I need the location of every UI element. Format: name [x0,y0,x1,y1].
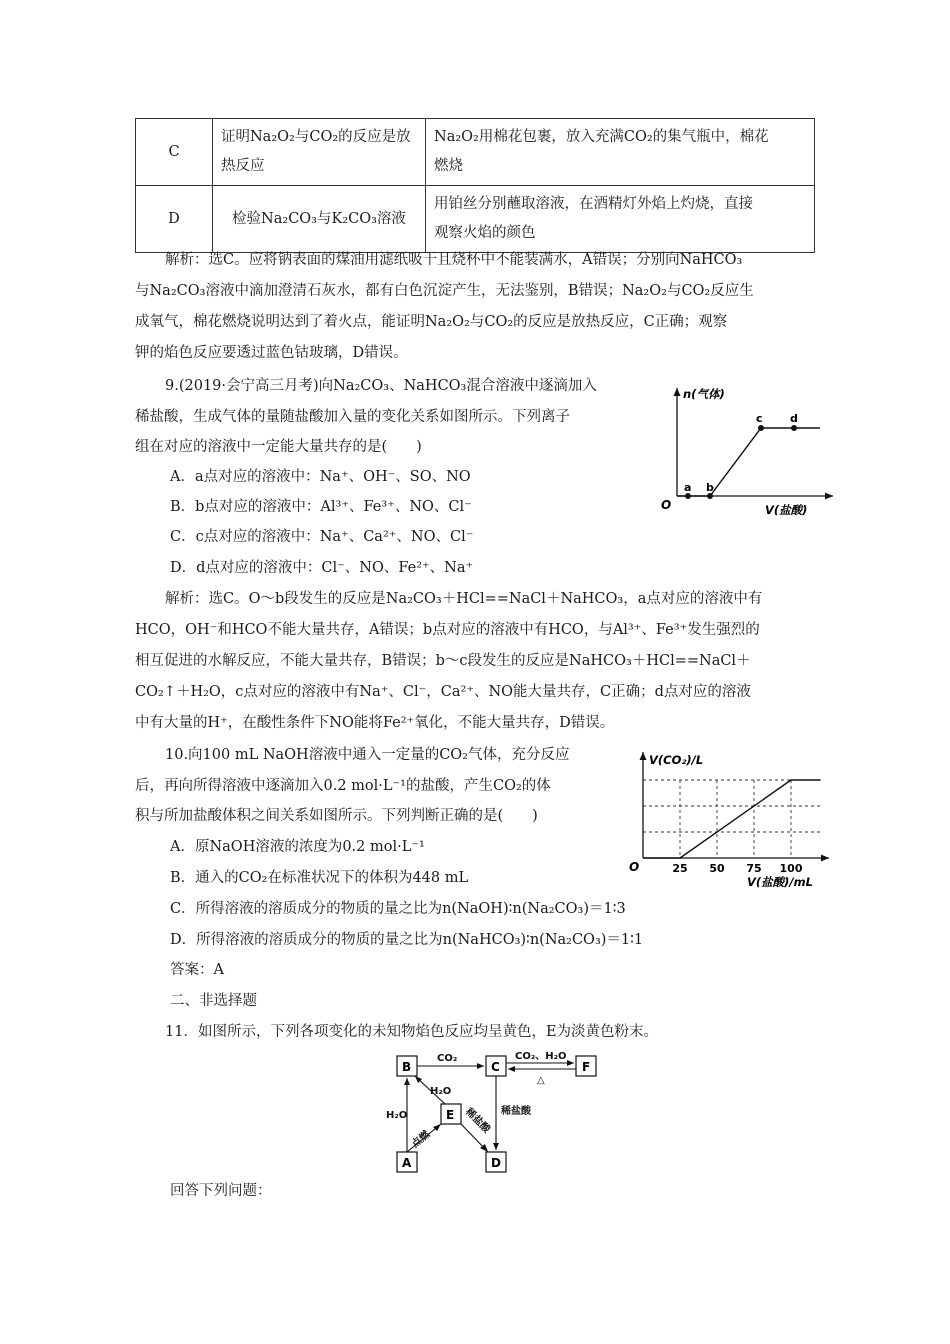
arrowhead [493,1143,499,1150]
row-purpose [213,119,426,186]
options-table [135,118,815,253]
arrowhead [567,1060,574,1066]
x-tick-label: 75 [746,862,762,875]
node-d-label: D [491,1156,501,1170]
q9-option-b: B．b点对应的溶液中：Al³⁺、Fe³⁺、NO、Cl⁻ [170,499,472,515]
label-c-d: 稀盐酸 [501,1106,531,1117]
y-axis-label: V(CO₂)/L [649,753,704,767]
x-axis-arrow [821,855,829,862]
q11-stem: 11．如图所示，下列各项变化的未知物焰色反应均呈黄色，E为淡黄色粉末。 [165,1024,659,1040]
gas-curve [677,428,820,496]
q10-stem: 后，再向所得溶液中逐滴加入0.2 mol·L⁻¹的盐酸，产生CO₂的体 [135,778,551,794]
analysis-line: 相互促进的水解反应，不能大量共存，B错误；b～c段发生的反应是NaHCO₃＋HCl==NaCl＋ [135,653,751,669]
row-method [426,119,815,186]
analysis-line: CO₂↑＋H₂O，c点对应的溶液中有Na⁺、Cl⁻，Ca²⁺、NO能大量共存，C正确；d点对应的溶液 [135,684,751,700]
point-d [791,425,797,431]
arrowhead [404,1078,410,1085]
series-line [643,780,821,858]
label-c: c [756,412,763,425]
node-b-label: B [402,1060,412,1074]
label-e-b: H₂O [430,1086,452,1097]
node-f-label: F [582,1060,591,1074]
q10-option-b: B．通入的CO₂在标准状况下的体积为448 mL [170,870,469,886]
analysis-line: 解析：选C。应将钠表面的煤油用滤纸吸干且烧杯中不能装满水，A错误；分别向NaHCO₃ [165,252,743,268]
q9-stem: 9.(2019·会宁高三月考)向Na₂CO₃、NaHCO₃混合溶液中逐滴加入 [165,378,597,394]
q11-ask: 回答下列问题： [170,1183,272,1199]
q10-answer: 答案：A [170,962,224,978]
table-row [136,186,815,253]
row-label: C [136,119,213,186]
x-ticks [672,862,802,875]
q11-diagram [385,1048,615,1178]
chart-grid [643,780,821,858]
arrowhead [508,1066,515,1072]
origin-label: O [661,498,672,512]
table-row [136,119,815,186]
label-a-e: 点燃 [409,1129,433,1151]
label-a: a [684,481,692,494]
row-label: D [136,186,213,253]
analysis-line: 与Na₂CO₃溶液中滴加澄清石灰水，都有白色沉淀产生，无法鉴别，B错误；Na₂O₂与CO₂反应生 [135,283,754,299]
label-a-b: H₂O [386,1110,408,1121]
label-b-c: CO₂ [437,1053,458,1064]
x-tick-label: 25 [672,862,688,875]
analysis-line: 中有大量的H⁺，在酸性条件下NO能将Fe²⁺氧化，不能大量共存，D错误。 [135,715,615,731]
q10-option-c: C．所得溶液的溶质成分的物质的量之比为n(NaOH)∶n(Na₂CO₃)＝1∶3 [170,901,626,917]
x-axis-label: V(盐酸) [765,503,808,517]
analysis-line: HCO，OH⁻和HCO不能大量共存，A错误；b点对应的溶液中有HCO，与Al³⁺、Fe³⁺发生强烈的 [135,622,760,638]
q10-option-a: A．原NaOH溶液的浓度为0.2 mol·L⁻¹ [170,839,425,855]
analysis-line: 解析：选C。O～b段发生的反应是Na₂CO₃＋HCl==NaCl＋NaHCO₃，a点对应的溶液中有 [165,591,763,607]
q10-chart [625,748,840,893]
y-axis-arrow [640,752,647,760]
origin-label: O [629,860,640,874]
q9-stem: 组在对应的溶液中一定能大量共存的是( ) [135,439,422,455]
point-c [758,425,764,431]
x-tick-label: 100 [779,862,803,875]
q10-stem: 10.向100 mL NaOH溶液中通入一定量的CO₂气体，充分反应 [165,747,570,763]
q10-stem: 积与所加盐酸体积之间关系如图所示。下列判断正确的是( ) [135,808,538,824]
q9-stem: 稀盐酸，生成气体的量随盐酸加入量的变化关系如图所示。下列离子 [135,409,570,425]
q10-option-d: D．所得溶液的溶质成分的物质的量之比为n(NaHCO₃)∶n(Na₂CO₃)＝1∶1 [170,932,644,948]
q9-option-a: A．a点对应的溶液中：Na⁺、OH⁻、SO、NO [170,469,471,485]
y-axis-label: n(气体) [683,387,725,401]
node-a-label: A [402,1156,412,1170]
node-c-label: C [491,1060,500,1074]
method-line: Na₂O₂用棉花包裹，放入充满CO₂的集气瓶中，棉花 [434,129,769,145]
x-axis-arrow [825,493,833,500]
q9-option-c: C．c点对应的溶液中：Na⁺、Ca²⁺、NO、Cl⁻ [170,529,474,545]
node-e-label: E [446,1108,455,1122]
purpose-line: 热反应 [221,158,265,174]
q9-graph [655,378,845,523]
label-c-f: CO₂、H₂O [515,1051,567,1062]
arrowhead [477,1063,484,1069]
section-title: 二、非选择题 [170,993,257,1009]
x-axis-label: V(盐酸)/mL [747,875,813,889]
method-line: 用铂丝分别蘸取溶液，在酒精灯外焰上灼烧，直接 [434,196,753,212]
label-e-d: 稀盐酸 [462,1106,492,1136]
q9-option-d: D．d点对应的溶液中：Cl⁻、NO、Fe²⁺、Na⁺ [170,560,474,576]
method-line: 燃烧 [434,158,463,174]
row-purpose [213,186,426,253]
label-b: b [706,481,714,494]
row-method [426,186,815,253]
purpose-line: 证明Na₂O₂与CO₂的反应是放 [221,129,411,145]
x-tick-label: 50 [709,862,725,875]
purpose-line: 检验Na₂CO₃与K₂CO₃溶液 [232,210,406,227]
label-f-c: △ [537,1075,545,1086]
label-d: d [790,412,798,425]
y-axis-arrow [674,388,681,396]
method-line: 观察火焰的颜色 [434,225,536,241]
analysis-line: 钾的焰色反应要透过蓝色钴玻璃，D错误。 [135,345,408,361]
analysis-line: 成氧气，棉花燃烧说明达到了着火点，能证明Na₂O₂与CO₂的反应是放热反应，C正确；观察 [135,314,728,330]
